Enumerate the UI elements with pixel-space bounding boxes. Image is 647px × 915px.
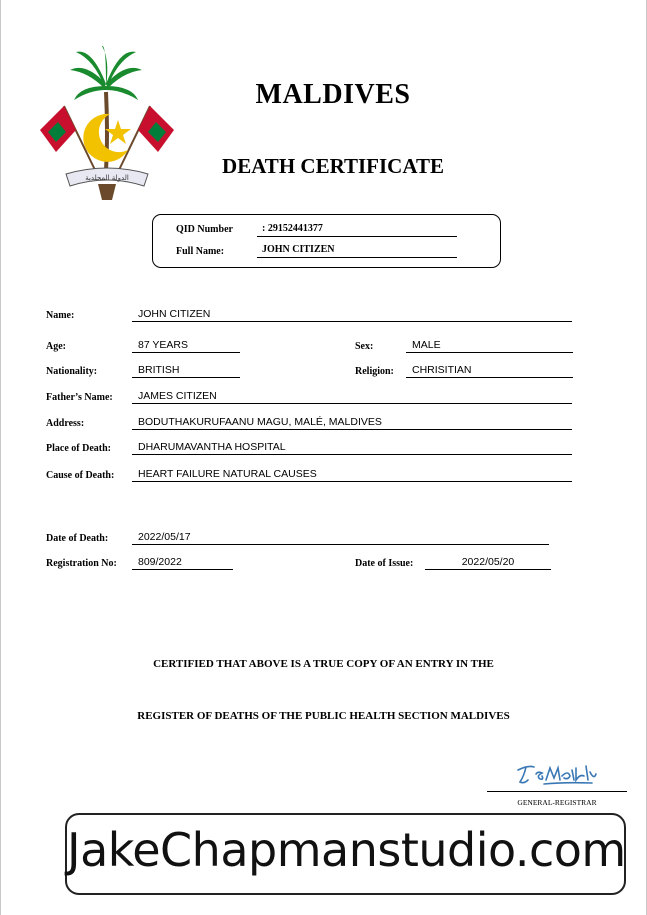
- sex-label: Sex:: [355, 341, 374, 352]
- country-title: MALDIVES: [255, 79, 411, 110]
- signature-icon: [514, 762, 598, 788]
- address-label: Address:: [46, 418, 85, 429]
- fullname-value: JOHN CITIZEN: [257, 244, 457, 258]
- cause-of-death-label: Cause of Death:: [46, 470, 115, 481]
- address-value: BODUTHAKURUFAANU MAGU, MALÉ, MALDIVES: [132, 416, 572, 430]
- religion-value: CHRISITIAN: [406, 364, 573, 378]
- registration-label: Registration No:: [46, 558, 117, 569]
- watermark-box: [65, 813, 626, 895]
- signature-line: [487, 791, 627, 792]
- registration-value: 809/2022: [132, 556, 233, 570]
- qid-value: : 29152441377: [257, 223, 457, 237]
- place-of-death-value: DHARUMAVANTHA HOSPITAL: [132, 441, 572, 455]
- age-label: Age:: [46, 341, 66, 352]
- qid-label: QID Number: [176, 224, 233, 235]
- fullname-label: Full Name:: [176, 246, 225, 257]
- signatory-role: GENERAL-REGISTRAR: [517, 798, 597, 807]
- sex-value: MALE: [406, 339, 573, 353]
- id-box: [152, 214, 501, 268]
- watermark-text: JakeChapmanstudio.com: [67, 823, 626, 877]
- maldives-state-emblem-icon: [36, 44, 178, 204]
- date-of-death-label: Date of Death:: [46, 533, 109, 544]
- age-value: 87 YEARS: [132, 339, 240, 353]
- date-of-death-value: 2022/05/17: [132, 531, 549, 545]
- date-of-issue-label: Date of Issue:: [355, 558, 414, 569]
- place-of-death-label: Place of Death:: [46, 443, 111, 454]
- nationality-value: BRITISH: [132, 364, 240, 378]
- father-name-value: JAMES CITIZEN: [132, 390, 572, 404]
- nationality-label: Nationality:: [46, 366, 98, 377]
- religion-label: Religion:: [355, 366, 394, 377]
- date-of-issue-value: 2022/05/20: [425, 556, 551, 570]
- document-title: DEATH CERTIFICATE: [222, 154, 444, 178]
- father-name-label: Father’s Name:: [46, 392, 113, 403]
- certification-line-2: REGISTER OF DEATHS OF THE PUBLIC HEALTH SECTION MALDIVES: [137, 710, 510, 722]
- name-value: JOHN CITIZEN: [132, 308, 572, 322]
- certification-line-1: CERTIFIED THAT ABOVE IS A TRUE COPY OF AN ENTRY IN THE: [153, 658, 494, 670]
- emblem-ribbon-text: ﺍﻟﺪﻭﻟﺔ ﺍﻟﻤﺤﻠﺪﻳﺔ: [85, 174, 129, 182]
- name-label: Name:: [46, 310, 75, 321]
- cause-of-death-value: HEART FAILURE NATURAL CAUSES: [132, 468, 572, 482]
